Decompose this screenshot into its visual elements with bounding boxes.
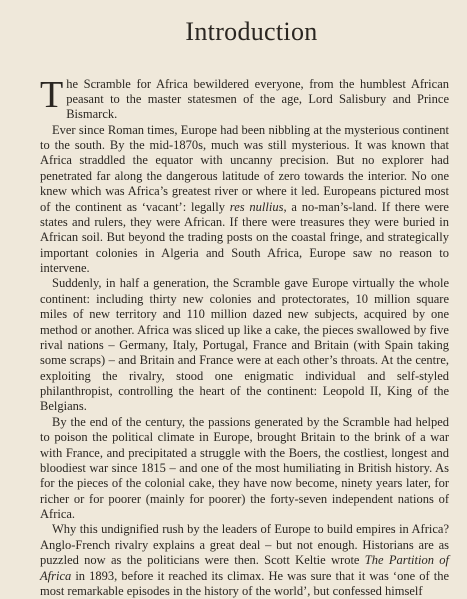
body-text	[40, 73, 449, 599]
drop-cap: T	[40, 73, 64, 116]
paragraph-2-text-b: , a no-man’s-land. If there were states and rulers, they were African. If there were treasures they were buried in African soil. But beyond the trading posts on the coastal fringe, and strategically important colonies in Algeria and South Africa, Europe saw no reason to intervene.	[40, 199, 449, 276]
chapter-title: Introduction	[185, 17, 318, 46]
paragraph-3: Suddenly, in half a generation, the Scramble gave Europe virtually the whole continent: including thirty new colonies and protectorates, 10 million square miles of new territory and 110 million dazed new subjects, acquired by one method or another. Africa was sliced up like a cake, the pieces swallowed by five rival nations – Germany, Italy, Portugal, France and Britain (with Spain taking some scraps) – and Britain and France were at each other’s throats. At the centre, exploiting the rivalry, stood one enigmatic individual and self-styled philanthropist, controlling the heart of the continent: Leopold II, King of the Belgians.	[40, 276, 449, 414]
paragraph-2-italic: res nullius	[229, 199, 284, 214]
paragraph-1	[40, 73, 449, 123]
paragraph-5	[40, 522, 449, 599]
book-title-reference: The Partition of Africa	[40, 553, 449, 583]
paragraph-1-text: he Scramble for Africa bewildered everyone, from the humblest African peasant to the master statesmen of the age, Lord Salisbury and Prince Bismarck.	[66, 76, 449, 122]
paragraph-2-text-a: Ever since Roman times, Europe had been nibbling at the mysterious continent to the south. By the mid-1870s, much was still mysterious. It was known that Africa straddled the equator with uncanny precision. But no explorer had penetrated far along the dangerous latitude of zero towards the interior. No one knew which was Africa’s greatest river or where it led. Europeans pictured most of the continent as ‘vacant’: legally	[40, 122, 449, 214]
paragraph-4: By the end of the century, the passions generated by the Scramble had helped to poison the political climate in Europe, brought Britain to the brink of a war with France, and precipitated a struggle with the Boers, the costliest, longest and bloodiest war since 1815 – and one of the most humiliating in British history. As for the pieces of the colonial cake, they have now become, ninety years later, for richer or for poorer (mainly for poorer) the forty-seven independent nations of Africa.	[40, 414, 449, 522]
paragraph-5-text-a: Why this undignified rush by the leaders of Europe to build empires in Africa? Anglo-French rivalry explains a great deal – but not enough. Historians are as puzzled now as the politicians were then. Scott Keltie wrote	[40, 522, 449, 568]
paragraph-5-text-b: in 1893, before it reached its climax. He was sure that it was ‘one of the most remarkable episodes in the history of the world’, but confessed himself	[40, 568, 449, 598]
paragraph-2	[40, 123, 449, 277]
